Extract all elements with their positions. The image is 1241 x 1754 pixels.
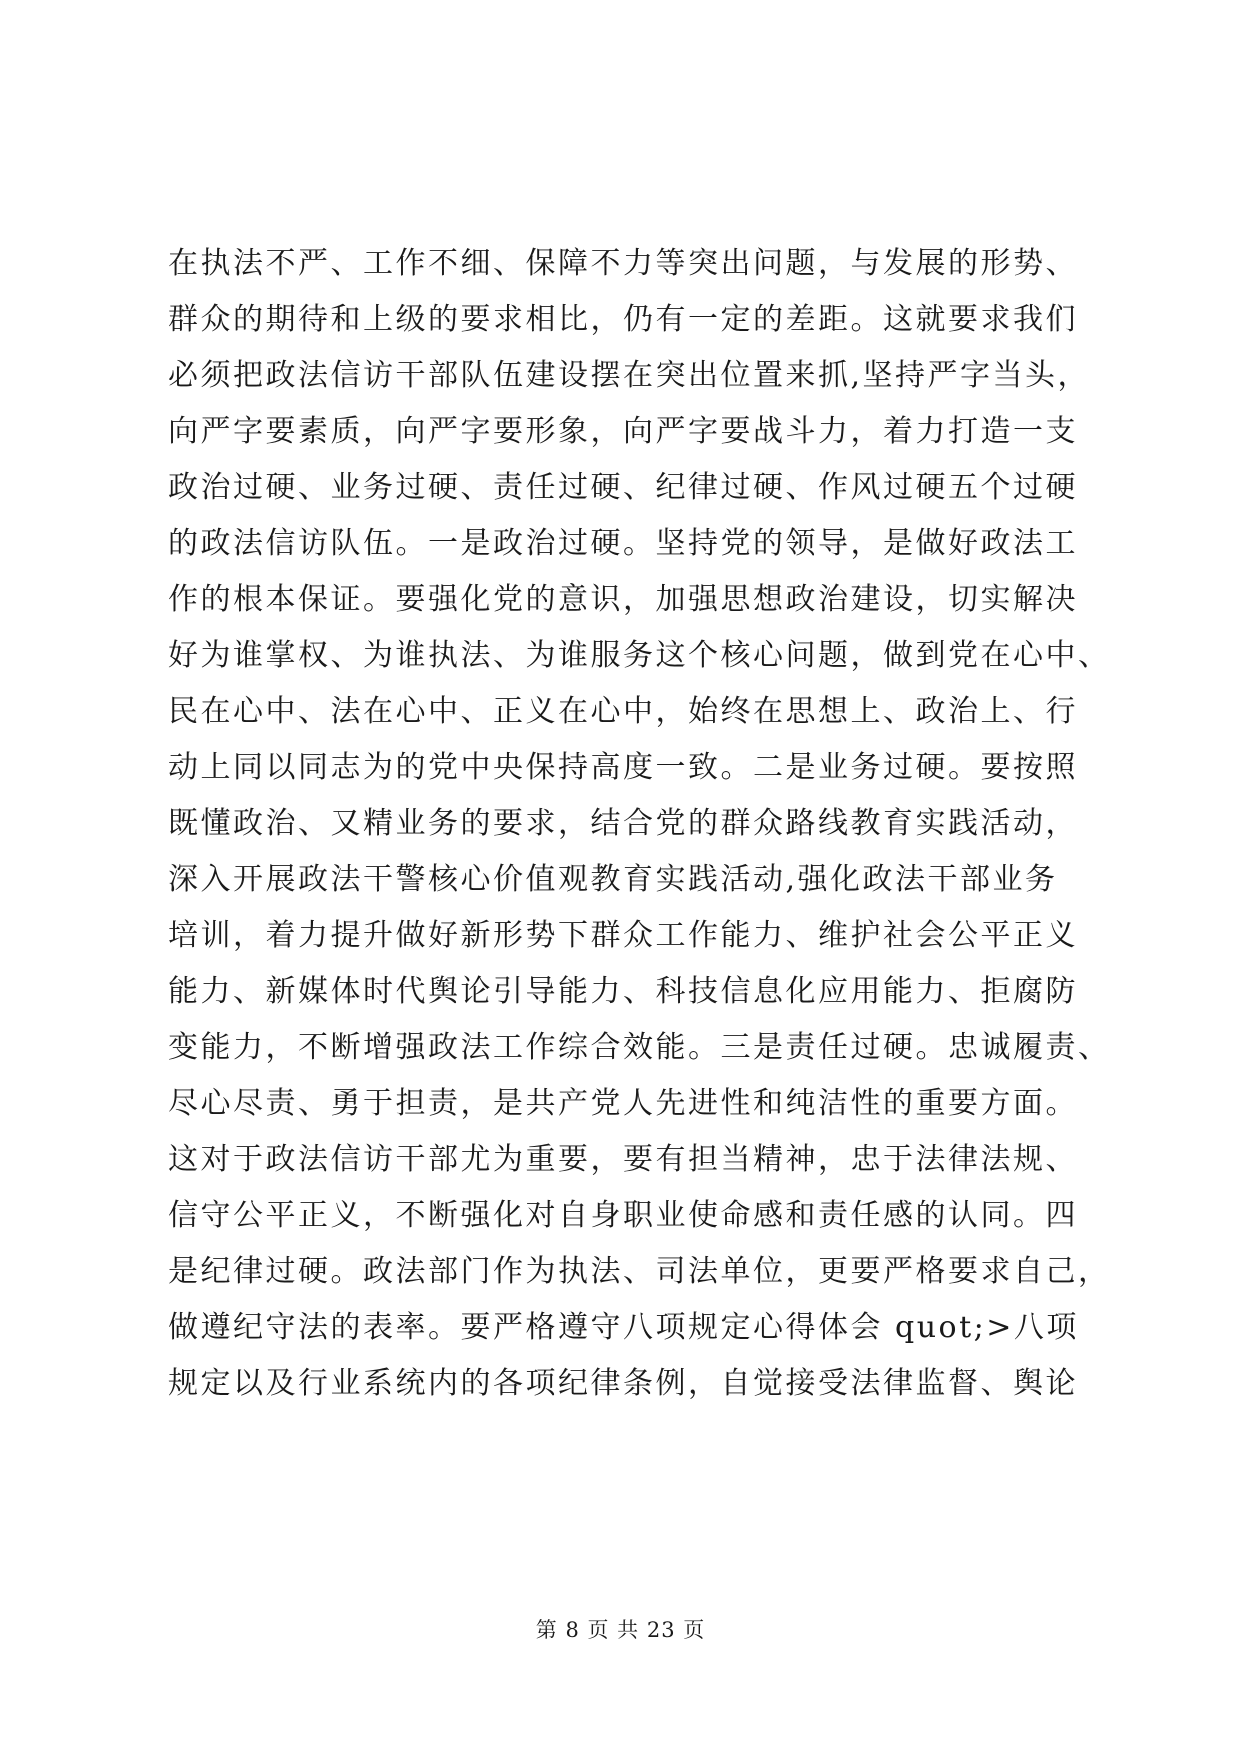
text-line: 好为谁掌权、为谁执法、为谁服务这个核心问题，做到党在心中、 [168,638,1111,673]
text-line: 政治过硬、业务过硬、责任过硬、纪律过硬、作风过硬五个过硬 [168,470,1078,505]
text-line: 动上同以同志为的党中央保持高度一致。二是业务过硬。要按照 [168,750,1078,785]
page-footer: 第 8 页 共 23 页 [535,1618,706,1642]
document-body [168,236,1118,1412]
text-line: 既懂政治、又精业务的要求，结合党的群众路线教育实践活动， [168,806,1078,841]
text-line: 作的根本保证。要强化党的意识，加强思想政治建设，切实解决 [168,582,1078,617]
text-line: 是纪律过硬。政法部门作为执法、司法单位，更要严格要求自己， [168,1254,1111,1289]
text-line: 尽心尽责、勇于担责，是共产党人先进性和纯洁性的重要方面。 [168,1086,1078,1121]
text-line: 能力、新媒体时代舆论引导能力、科技信息化应用能力、拒腐防 [168,974,1078,1009]
text-line: 变能力，不断增强政法工作综合效能。三是责任过硬。忠诚履责、 [168,1030,1111,1065]
text-line: 深入开展政法干警核心价值观教育实践活动,强化政法干部业务 [168,862,1058,897]
text-line: 这对于政法信访干部尤为重要，要有担当精神，忠于法律法规、 [168,1142,1078,1177]
text-line: 民在心中、法在心中、正义在心中，始终在思想上、政治上、行 [168,694,1078,729]
text-line: 规定以及行业系统内的各项纪律条例，自觉接受法律监督、舆论 [168,1366,1078,1401]
text-line: 做遵纪守法的表率。要严格遵守八项规定心得体会 quot;>八项 [168,1310,1079,1345]
text-line: 的政法信访队伍。一是政治过硬。坚持党的领导，是做好政法工 [168,526,1078,561]
text-line: 信守公平正义，不断强化对自身职业使命感和责任感的认同。四 [168,1198,1078,1233]
text-line: 向严字要素质，向严字要形象，向严字要战斗力，着力打造一支 [168,414,1078,449]
text-line: 群众的期待和上级的要求相比，仍有一定的差距。这就要求我们 [168,302,1078,337]
text-line: 培训，着力提升做好新形势下群众工作能力、维护社会公平正义 [168,918,1078,953]
text-line: 在执法不严、工作不细、保障不力等突出问题，与发展的形势、 [168,246,1078,281]
text-line: 必须把政法信访干部队伍建设摆在突出位置来抓,坚持严字当头， [168,358,1091,393]
